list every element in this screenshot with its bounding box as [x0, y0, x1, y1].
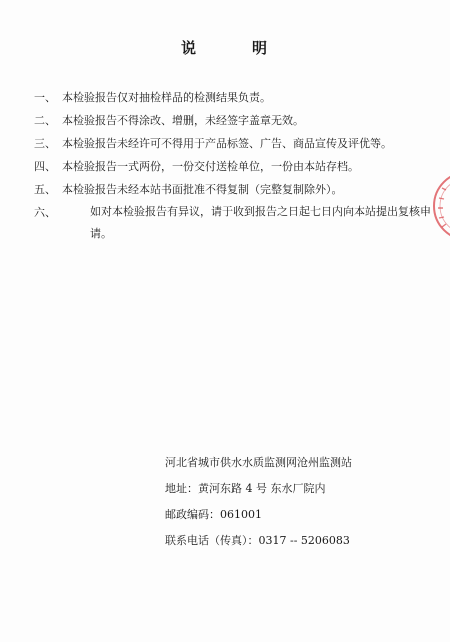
clause-text: 本检验报告未经本站书面批准不得复制（完整复制除外）。 [62, 183, 343, 196]
clause-item [34, 132, 434, 155]
phone-line: 联系电话（传真）：0317 -- 5206083 [165, 534, 350, 547]
clause-list [34, 86, 434, 245]
clause-number: 二、 [34, 114, 56, 127]
clause-text: 本检验报告仅对抽检样品的检测结果负责。 [62, 91, 271, 104]
clause-text: 本检验报告未经许可不得用于产品标签、广告、商品宣传及评优等。 [62, 137, 392, 150]
clause-text: 如对本检验报告有异议，请于收到报告之日起七日内向本站提出复核申请。 [90, 205, 431, 240]
title-char-2: 明 [252, 39, 268, 57]
title-char-1: 说 [181, 39, 197, 57]
clause-text: 本检验报告一式两份，一份交付送检单位，一份由本站存档。 [62, 160, 359, 173]
clause-item [34, 201, 434, 245]
address-line: 地址：黄河东路 4 号 东水厂院内 [165, 482, 326, 495]
contact-block [165, 450, 425, 554]
clause-item [34, 86, 434, 109]
clause-text: 本检验报告不得涂改、增删，未经签字盖章无效。 [62, 114, 304, 127]
clause-item [34, 155, 434, 178]
red-seal-stamp [428, 166, 450, 246]
clause-number: 四、 [34, 160, 56, 173]
org-name: 河北省城市供水水质监测网沧州监测站 [165, 456, 352, 469]
clause-item [34, 178, 434, 201]
clause-number: 三、 [34, 137, 56, 150]
postcode-line: 邮政编码：061001 [165, 508, 262, 521]
clause-number: 五、 [34, 183, 56, 196]
clause-number: 六、 [34, 206, 56, 219]
clause-item [34, 109, 434, 132]
clause-number: 一、 [34, 91, 56, 104]
